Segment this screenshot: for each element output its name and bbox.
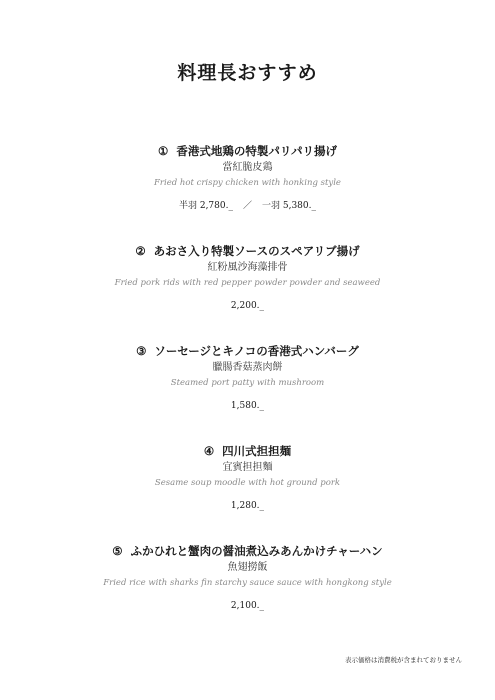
item-title: ソーセージとキノコの香港式ハンバーグ	[154, 344, 359, 358]
item-chinese-name: 魚翅撈飯	[227, 562, 268, 573]
item-price: 1,280._	[230, 501, 265, 511]
item-name	[0, 544, 495, 558]
item-number: ④	[203, 444, 215, 458]
item-number: ②	[135, 244, 146, 258]
price-whole: 一羽 5,380._	[262, 201, 316, 211]
item-english-description: Fried pork rids with red pepper powder powder and seaweed	[114, 278, 381, 288]
item-chinese-name: 紅粉風沙海藻排骨	[207, 262, 288, 273]
item-number: ⑤	[112, 544, 123, 558]
menu-item-1	[0, 144, 495, 212]
item-english-description: Steamed port patty with mushroom	[170, 378, 325, 388]
item-title: 四川式担担麺	[222, 444, 292, 458]
item-price: 2,100._	[230, 601, 265, 611]
menu-item-3	[0, 344, 495, 412]
menu-item-4	[0, 444, 495, 512]
item-chinese-name: 宜賓担担麵	[222, 462, 273, 473]
item-name	[0, 144, 495, 158]
item-number: ③	[136, 344, 147, 358]
tax-footnote: 表示価格は消費税が含まれておりません	[345, 656, 462, 664]
page-title: 料理長おすすめ	[177, 62, 318, 84]
item-english-description: Sesame soup moodle with hot ground pork	[154, 478, 341, 488]
item-title: 香港式地鶏の特製パリパリ揚げ	[176, 144, 337, 158]
price-half: 半羽 2,780._	[178, 201, 233, 211]
item-name	[0, 444, 495, 458]
item-name	[0, 244, 495, 258]
item-price: 1,580._	[230, 401, 265, 411]
item-chinese-name: 臘腸香菇蒸肉餅	[212, 362, 283, 373]
item-price: 2,200._	[230, 301, 265, 311]
item-price	[0, 200, 495, 212]
item-english-description: Fried rice with sharks fin starchy sauce sauce with hongkong style	[103, 578, 392, 588]
item-name	[0, 344, 495, 358]
menu-item-2	[0, 244, 495, 312]
item-title: ふかひれと蟹肉の醤油煮込みあんかけチャーハン	[130, 544, 383, 558]
item-english-description: Fried hot crispy chicken with honking style	[154, 178, 341, 188]
item-number: ①	[158, 144, 169, 158]
price-separator: ／	[242, 201, 252, 211]
item-chinese-name: 當紅脆皮鶏	[222, 162, 273, 173]
menu-item-5	[0, 544, 495, 612]
item-title: あおさ入り特製ソースのスペアリブ揚げ	[153, 244, 360, 258]
